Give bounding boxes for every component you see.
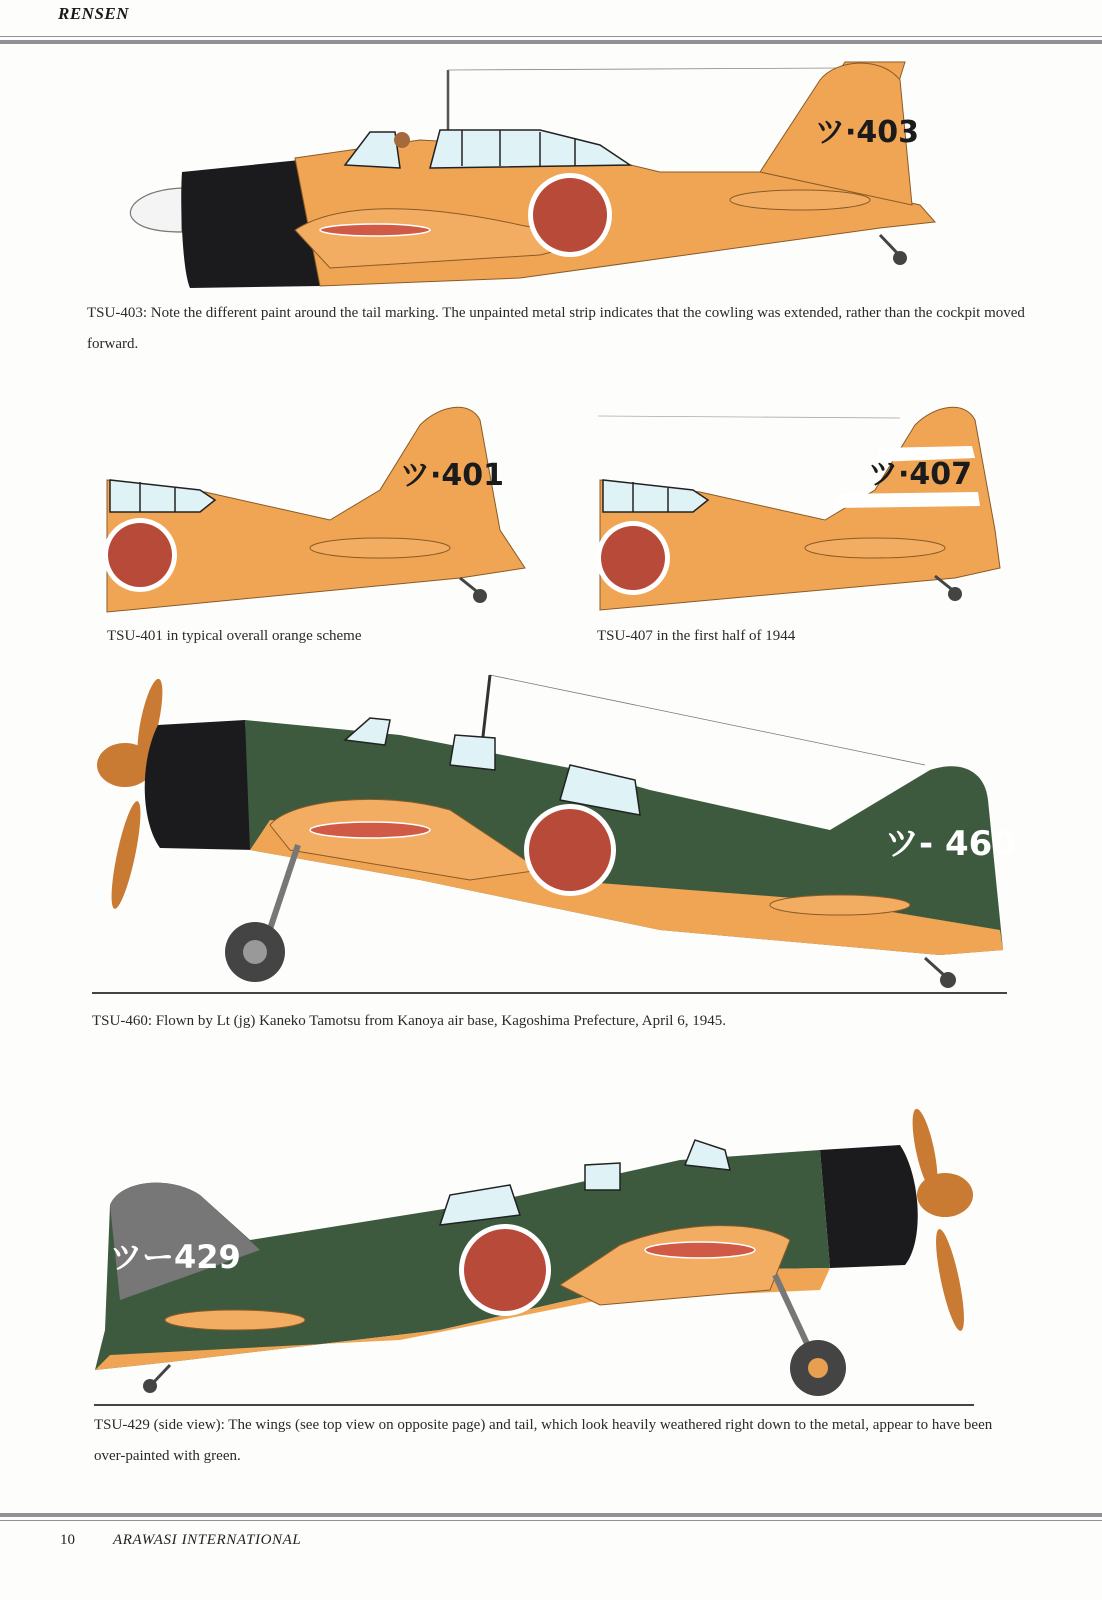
tail-code-460: ツ- 460 bbox=[885, 824, 1016, 864]
caption-tsu-460: TSU-460: Flown by Lt (jg) Kaneko Tamotsu from Kanoya air base, Kagoshima Prefecture, April 6, 1945. bbox=[92, 1013, 726, 1029]
caption-tsu-401: TSU-401 in typical overall orange scheme bbox=[107, 628, 362, 644]
tail-code-429: ツー429 bbox=[110, 1238, 241, 1276]
caption-tsu-403: TSU-403: Note the different paint around the tail marking. The unpainted metal strip indicates that the cowling was extended, rather than the cockpit moved forward. bbox=[87, 305, 1025, 352]
publication-name: ARAWASI INTERNATIONAL bbox=[113, 1532, 302, 1548]
ground-line-429 bbox=[94, 1404, 974, 1406]
tail-code-407: ツ·407 bbox=[868, 457, 973, 492]
footer-rule-bottom bbox=[0, 1520, 1102, 1521]
caption-tsu-407: TSU-407 in the first half of 1944 bbox=[597, 628, 796, 644]
tail-code-403: ツ·403 bbox=[815, 115, 920, 150]
footer-rule bbox=[0, 1513, 1102, 1517]
tail-code-401: ツ·401 bbox=[400, 458, 505, 493]
page-number: 10 bbox=[60, 1532, 75, 1548]
caption-tsu-429: TSU-429 (side view): The wings (see top view on opposite page) and tail, which look heavily weathered right down to the metal, appear to have been over-painted with green. bbox=[94, 1417, 993, 1464]
running-header: RENSEN bbox=[58, 4, 130, 23]
